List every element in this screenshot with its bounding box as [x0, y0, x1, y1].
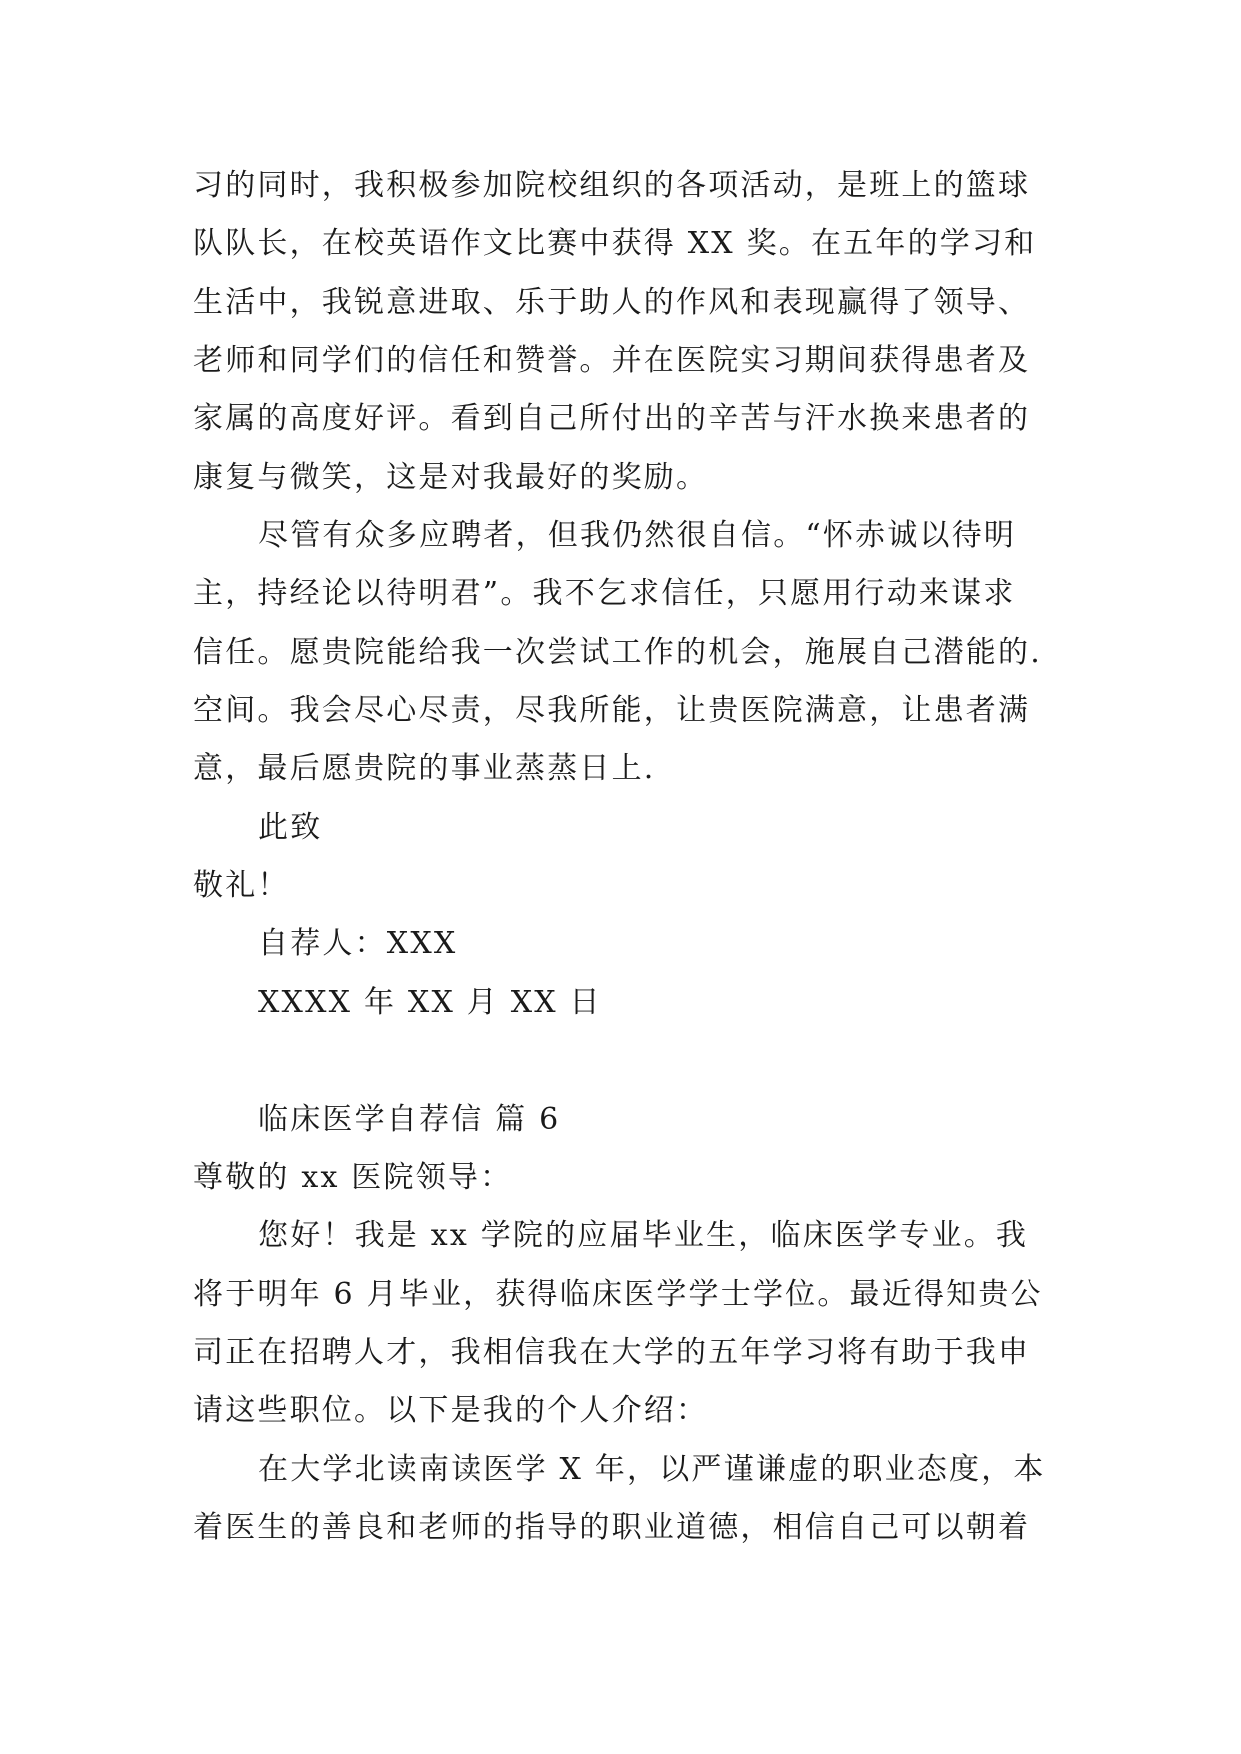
paragraph-line: 在大学北读南读医学 X 年，以严谨谦虚的职业态度，本	[258, 1452, 1046, 1487]
date-line: XXXX 年 XX 月 XX 日	[258, 985, 602, 1020]
paragraph-line: 请这些职位。以下是我的个人介绍：	[193, 1393, 709, 1428]
signature-line: 自荐人：XXX	[258, 926, 458, 961]
letter-greeting: 尊敬的 xx 医院领导：	[193, 1160, 513, 1195]
paragraph-line: 队队长，在校英语作文比赛中获得 XX 奖。在五年的学习和	[193, 226, 1037, 261]
paragraph-line: 信任。愿贵院能给我一次尝试工作的机会，施展自己潜能的.	[193, 635, 1042, 670]
paragraph-line: 习的同时，我积极参加院校组织的各项活动，是班上的篮球	[193, 168, 1031, 203]
paragraph-line: 意，最后愿贵院的事业蒸蒸日上.	[193, 751, 656, 786]
paragraph-line: 您好！我是 xx 学院的应届毕业生，临床医学专业。我	[258, 1218, 1029, 1253]
paragraph-line: 着医生的善良和老师的指导的职业道德，相信自己可以朝着	[193, 1510, 1031, 1545]
closing-salutation: 此致	[258, 810, 323, 845]
paragraph-line: 主，持经论以待明君”。我不乞求信任，只愿用行动来谋求	[193, 576, 1016, 611]
paragraph-line: 将于明年 6 月毕业，获得临床医学学士学位。最近得知贵公	[193, 1277, 1043, 1312]
paragraph-line: 空间。我会尽心尽责，尽我所能，让贵医院满意，让患者满	[193, 693, 1031, 728]
paragraph-line: 尽管有众多应聘者，但我仍然很自信。“怀赤诚以待明	[258, 518, 1017, 553]
paragraph-line: 生活中，我锐意进取、乐于助人的作风和表现赢得了领导、	[193, 285, 1031, 320]
paragraph-line: 家属的高度好评。看到自己所付出的辛苦与汗水换来患者的	[193, 401, 1031, 436]
paragraph-line: 老师和同学们的信任和赞誉。并在医院实习期间获得患者及	[193, 343, 1031, 378]
closing-regards: 敬礼！	[193, 868, 290, 903]
paragraph-line: 司正在招聘人才，我相信我在大学的五年学习将有助于我申	[193, 1335, 1031, 1370]
section-heading: 临床医学自荐信 篇 6	[258, 1102, 561, 1137]
paragraph-line: 康复与微笑，这是对我最好的奖励。	[193, 460, 709, 495]
